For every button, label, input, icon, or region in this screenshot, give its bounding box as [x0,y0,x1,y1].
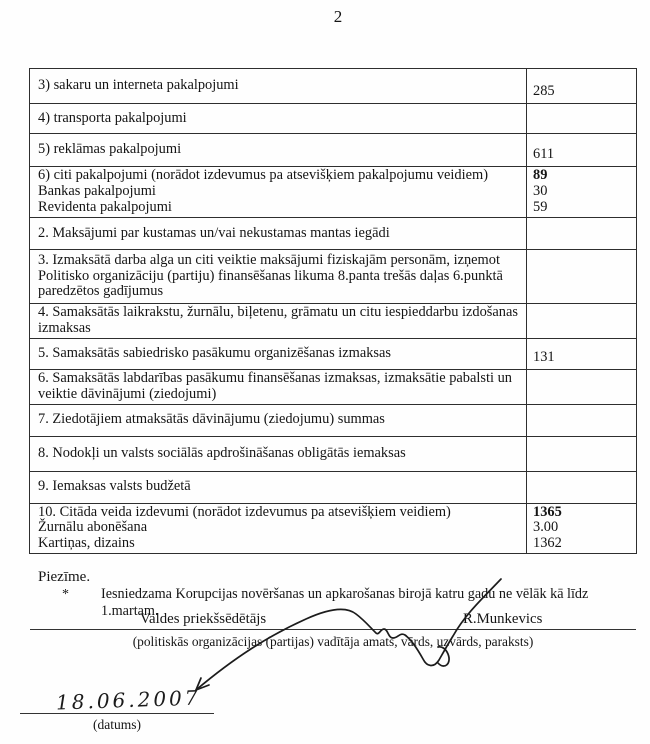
row-description [30,104,527,134]
row-value [527,218,637,250]
value-line: 1362 [533,535,562,552]
handwritten-date: 18.06.2007 [55,685,201,715]
table-row [30,104,637,134]
row-value [527,167,637,218]
table-row [30,167,637,218]
table-row [30,69,637,104]
table-row [30,134,637,167]
value-line: 285 [533,83,555,100]
row-value [527,338,637,369]
value-line: 59 [533,198,548,215]
value-line: 131 [533,348,555,365]
row-value [527,369,637,404]
row-value [527,69,637,104]
description-line: 4. Samaksātās laikrakstu, žurnālu, biļetenu, grāmatu un citu iespieddarbu izdošanas izmaksas [38,304,518,336]
note-asterisk: * [62,587,69,602]
table-row [30,369,637,404]
signatory-name: R.Munkevics [463,611,543,627]
description-line: 3. Izmaksātā darba alga un citi veiktie maksājumi fiziskajām personām, izņemot Politisko organizāciju (partiju) finansēšanas likuma 8.panta trešās daļas 6.punktā paredzētos gadījumus [38,251,503,300]
row-value [527,134,637,167]
description-line: 6. Samaksātās labdarības pasākumu finansēšanas izmaksas, izmaksātie pabalsti un veiktie dāvinājumi (ziedojumi) [38,369,512,402]
row-value [527,104,637,134]
row-value [527,436,637,471]
table-row [30,338,637,369]
table-row [30,436,637,471]
value-line: 89 [533,167,548,183]
date-caption: (datums) [93,717,141,732]
row-description [30,503,527,553]
table-row [30,250,637,304]
row-value [527,404,637,436]
description-line: 6) citi pakalpojumi (norādot izdevumus pa atsevišķiem pakalpojumu veidiem) [38,167,488,184]
value-line: 3.00 [533,519,559,536]
description-line: 9. Iemaksas valsts budžetā [38,478,191,495]
row-value [527,250,637,304]
value-line: 1365 [533,503,562,520]
row-description [30,338,527,369]
value-line: 30 [533,182,548,199]
row-description [30,369,527,404]
table-row [30,304,637,339]
description-line: 10. Citāda veida izdevumi (norādot izdevumus pa atsevišķiem veidiem) [38,503,451,520]
value-line: 611 [533,146,555,163]
date-line [20,713,214,714]
signature-line [30,629,636,630]
description-line: 5) reklāmas pakalpojumi [38,141,182,158]
row-description [30,134,527,167]
expenses-table-body [30,69,637,554]
table-row [30,404,637,436]
description-line: Žurnālu abonēšana [38,519,148,536]
row-description [30,167,527,218]
row-description [30,304,527,339]
signatory-role: Valdes priekšsēdētājs [140,611,267,627]
signature-caption: (politiskās organizācijas (partijas) vadītāja amats, vārds, uzvārds, paraksts) [132,634,534,649]
row-description [30,404,527,436]
description-line: 2. Maksājumi par kustamas un/vai nekustamas mantas iegādi [38,224,390,241]
row-description [30,218,527,250]
row-value [527,503,637,553]
table-row [30,218,637,250]
description-line: Bankas pakalpojumi [38,183,156,200]
row-value [527,304,637,339]
expenses-table [29,68,637,554]
description-line: 4) transporta pakalpojumi [38,109,187,126]
row-description [30,69,527,104]
page-number: 2 [333,7,343,26]
note-title: Piezīme. [38,569,91,585]
description-line: 8. Nodokļi un valsts sociālās apdrošināšanas obligātās iemaksas [38,444,406,461]
row-description [30,471,527,503]
description-line: Kartiņas, dizains [38,535,135,552]
row-description [30,436,527,471]
description-line: 3) sakaru un interneta pakalpojumi [38,77,239,94]
row-value [527,471,637,503]
description-line: 5. Samaksātās sabiedrisko pasākumu organizēšanas izmaksas [38,344,392,361]
note-text: Iesniedzama Korupcijas novēršanas un apkarošanas birojā katru gadu ne vēlāk kā līdz 1.martam. [101,586,589,619]
description-line: 7. Ziedotājiem atmaksātās dāvinājumu (ziedojumu) summas [38,411,385,428]
table-row [30,471,637,503]
row-description [30,250,527,304]
table-row [30,503,637,553]
description-line: Revidenta pakalpojumi [38,198,172,215]
